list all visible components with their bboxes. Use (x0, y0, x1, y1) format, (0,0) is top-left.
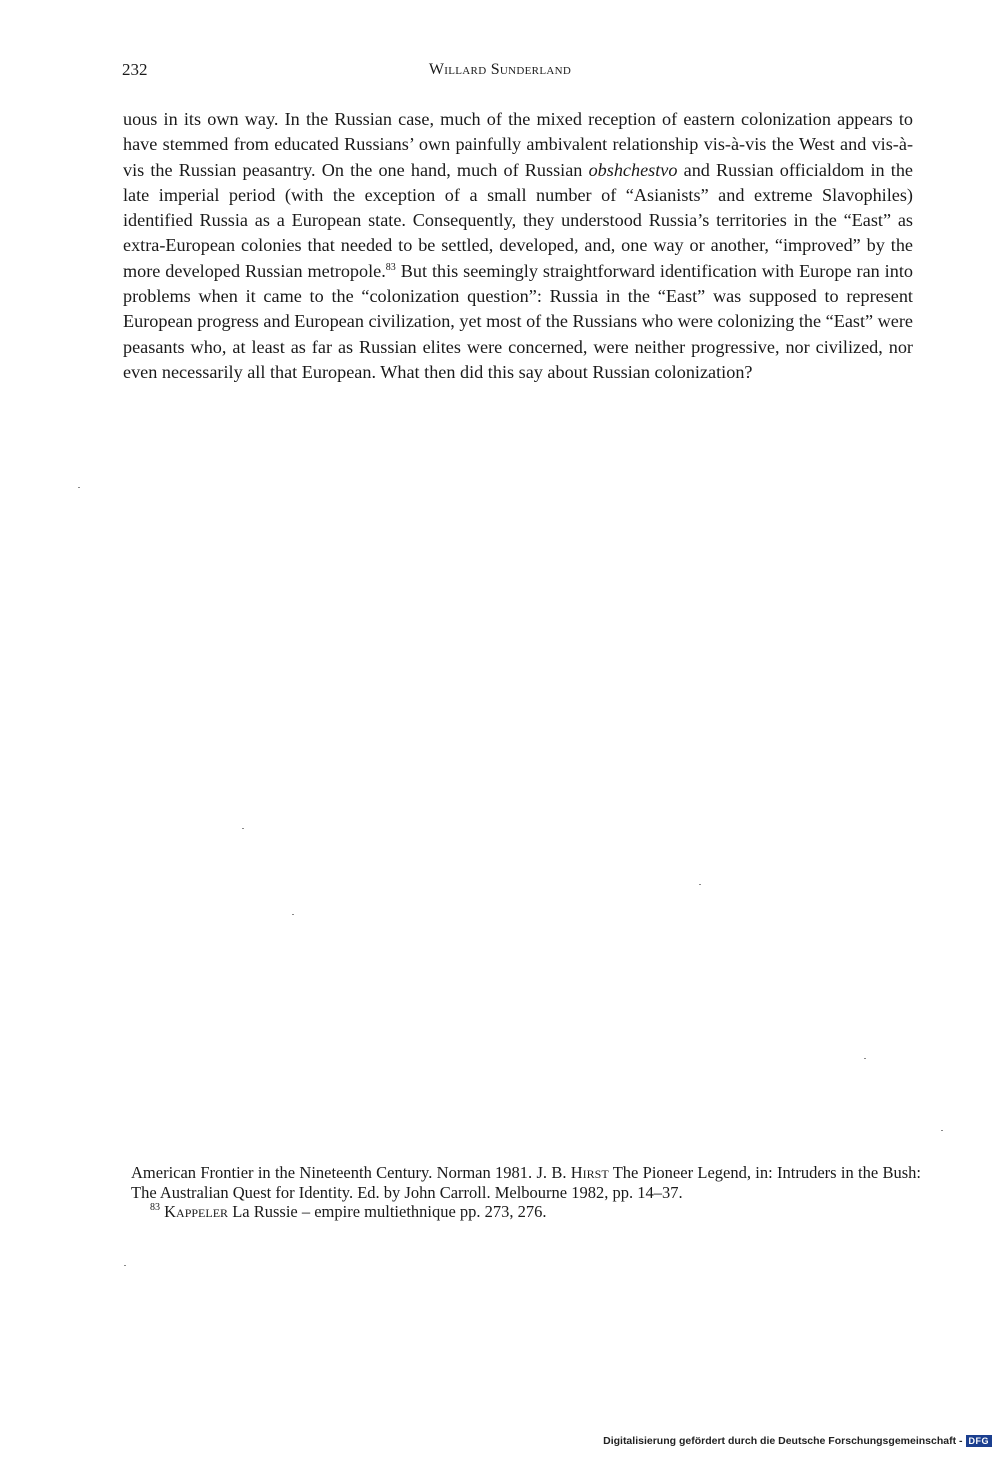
footnotes (131, 1163, 921, 1222)
footnote-author-kappeler: Kappeler (164, 1202, 229, 1221)
footnote-83 (131, 1202, 921, 1222)
footnote-cont-part-1: American Frontier in the Nineteenth Century. Norman 1981. J. B. (131, 1163, 571, 1182)
main-text (123, 107, 913, 385)
footnote-author-hirst: Hirst (570, 1163, 609, 1182)
page-number: 232 (122, 60, 148, 79)
footnote-ref-83: 83 (385, 261, 396, 273)
paragraph-part-2: and Russian officialdom in the late imperial period (with the exception of a small number of “Asianists” and extreme Slavophiles) identified Russia as a European state. Consequently, they understood Russia’s territories in the “East” as extra-European colonies that needed to be settled, developed, and, one way or another, “improved” by the more developed Russian metropole. (123, 159, 913, 281)
term-obshchestvo: obshchestvo (588, 159, 678, 180)
running-head: Willard Sunderland (428, 61, 572, 78)
scan-speck (864, 1058, 866, 1059)
scan-speck (242, 828, 244, 829)
scan-speck (124, 1265, 126, 1266)
body-paragraph (123, 107, 913, 385)
digitization-footer (603, 1434, 992, 1448)
scan-speck (941, 1130, 943, 1131)
scan-speck (699, 884, 701, 885)
scan-speck (78, 487, 80, 488)
footnote-cont-part-2: The Pioneer Legend, in: Intruders in the Bush: The Australian Quest for Identity. Ed. by John Carroll. Melbourne 1982, pp. 14–37. (131, 1163, 922, 1202)
dfg-logo: DFG (966, 1435, 993, 1447)
footnote-continuation (131, 1163, 921, 1202)
funding-note: Digitalisierung gefördert durch die Deutsche Forschungsgemeinschaft - (603, 1435, 963, 1447)
footnote-number: 83 (150, 1202, 160, 1213)
paragraph-part-1: uous in its own way. In the Russian case, much of the mixed reception of eastern colonization appears to have stemmed from educated Russians’ own painfully ambivalent relationship vis-à-vis the West and vis-à-vis the Russian peasantry. On the one hand, much of Russian (123, 109, 913, 180)
footnote-83-text: La Russie – empire multiethnique pp. 273, 276. (228, 1202, 547, 1221)
scan-speck (292, 914, 294, 915)
paragraph-part-3: But this seemingly straightforward identification with Europe ran into problems when it came to the “colonization question”: Russia in the “East” was supposed to represent European progress and European civilization, yet most of the Russians who were colonizing the “East” were peasants who, at least as far as Russian elites were concerned, were neither progressive, nor civilized, nor even necessarily all that European. What then did this say about Russian colonization? (123, 260, 913, 382)
